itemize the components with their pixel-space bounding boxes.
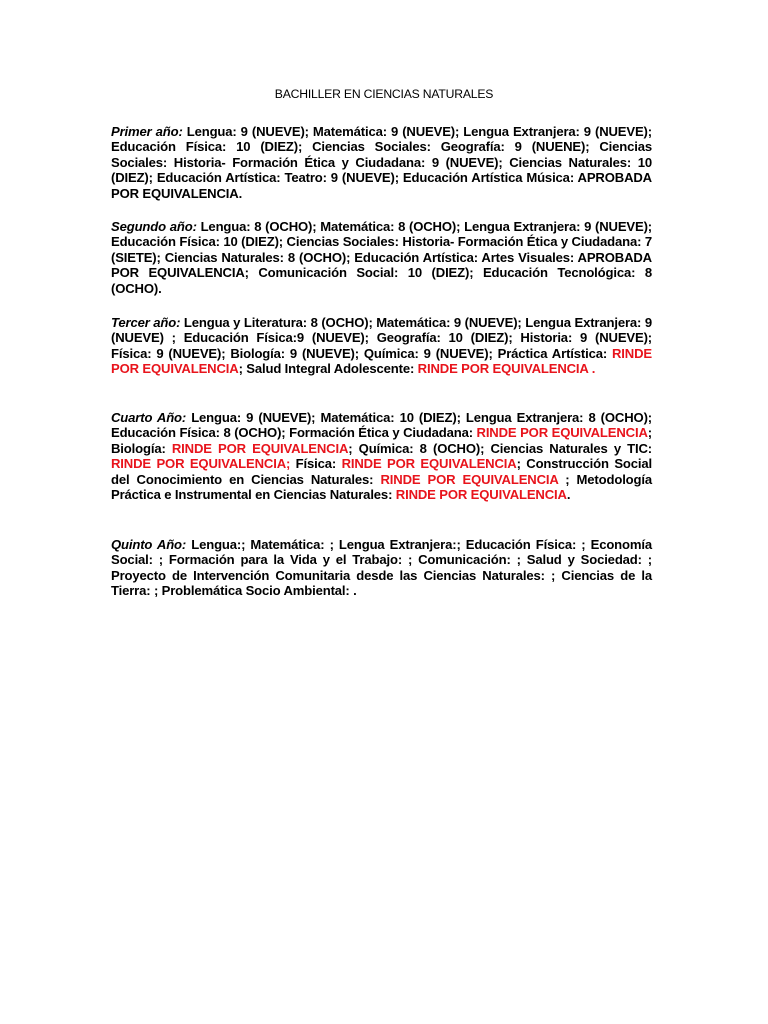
equivalence-highlight: RINDE POR EQUIVALENCIA [171,440,349,456]
equivalence-highlight: RINDE POR EQUIVALENCIA [476,425,648,441]
year-paragraph-tercer [111,315,652,377]
year-heading: Quinto Año: [111,537,187,552]
equivalence-highlight: RINDE POR EQUIVALENCIA [395,487,567,503]
equivalence-highlight: RINDE POR EQUIVALENCIA [111,345,652,377]
year-heading: Segundo año: [111,219,197,234]
year-heading: Cuarto Año: [111,410,187,425]
document-title: BACHILLER EN CIENCIAS NATURALES [274,87,494,101]
year-text: ; Metodología Práctica e Instrumental en Ciencias Naturales: [111,471,652,503]
year-paragraph-cuarto [111,410,652,502]
year-text: Lengua: 9 (NUEVE); Matemática: 9 (NUEVE); Lengua Extranjera: 9 (NUEVE); Educación Física: 10 (DIEZ); Ciencias Sociales: Geografía: 9 (NUENE); Ciencias Sociales: Historia- Formación Ética y Ciudadana: 9 (NUEVE); Ciencias Naturales: 10 (DIEZ); Educación Artística: Teatro: 9 (NUEVE); Educación Artística Música: APROBADA POR EQUIVALENCIA [111,124,652,201]
year-text: . [238,185,243,201]
year-text: ; Biología: [111,425,652,456]
equivalence-highlight: RINDE POR EQUIVALENCIA [341,456,517,472]
year-paragraph-primer [111,124,652,201]
year-paragraph-quinto [111,537,652,599]
year-text: ; Química: 8 (OCHO); Ciencias Naturales y TIC: [348,440,652,456]
equivalence-highlight: RINDE POR EQUIVALENCIA [380,471,559,487]
year-text: Lengua:; Matemática: ; Lengua Extranjera:; Educación Física: ; Economía Social: ; Formación para la Vida y el Trabajo: ; Comunicación: ; Salud y Sociedad: ; Proyecto de Intervención Comunitaria desde las Ciencias Naturales: ; Ciencias de la Tierra: ; Problemática Socio Ambiental: . [111,537,652,599]
year-text: ; Construcción Social del Conocimiento en Ciencias Naturales: [111,456,652,487]
year-text: Lengua y Literatura: 8 (OCHO); Matemática: 9 (NUEVE); Lengua Extranjera: 9 (NUEVE) ; Educación Física:9 (NUEVE); Geografía: 10 (DIEZ); Historia: 9 (NUEVE); Física: 9 (NUEVE); Biología: 9 (NUEVE); Química: 9 (NUEVE); Práctica Artística: [111,315,652,361]
year-text: Lengua: 9 (NUEVE); Matemática: 10 (DIEZ); Lengua Extranjera: 8 (OCHO); Educación Física: 8 (OCHO); Formación Ética y Ciudadana: [111,410,652,441]
year-paragraph-segundo [111,219,652,296]
equivalence-highlight: RINDE POR EQUIVALENCIA . [417,361,596,377]
equivalence-highlight: RINDE POR EQUIVALENCIA; [111,456,291,472]
year-text: Lengua: 8 (OCHO); Matemática: 8 (OCHO); Lengua Extranjera: 9 (NUEVE); Educación Física: 10 (DIEZ); Ciencias Sociales: Historia- Formación Ética y Ciudadana: 7 (SIETE); Ciencias Naturales: 8 (OCHO); Educación Artística: Artes Visuales: APROBADA POR EQUIVALENCIA; Comunicación Social: 10 (DIEZ); Educación Tecnológica: 8 (OCHO). [111,219,652,296]
year-text: ; Salud Integral Adolescente: [238,361,418,377]
year-text: Física: [290,456,342,472]
year-heading: Primer año: [111,124,183,139]
year-heading: Tercer año: [111,315,181,330]
year-text: . [566,487,571,503]
